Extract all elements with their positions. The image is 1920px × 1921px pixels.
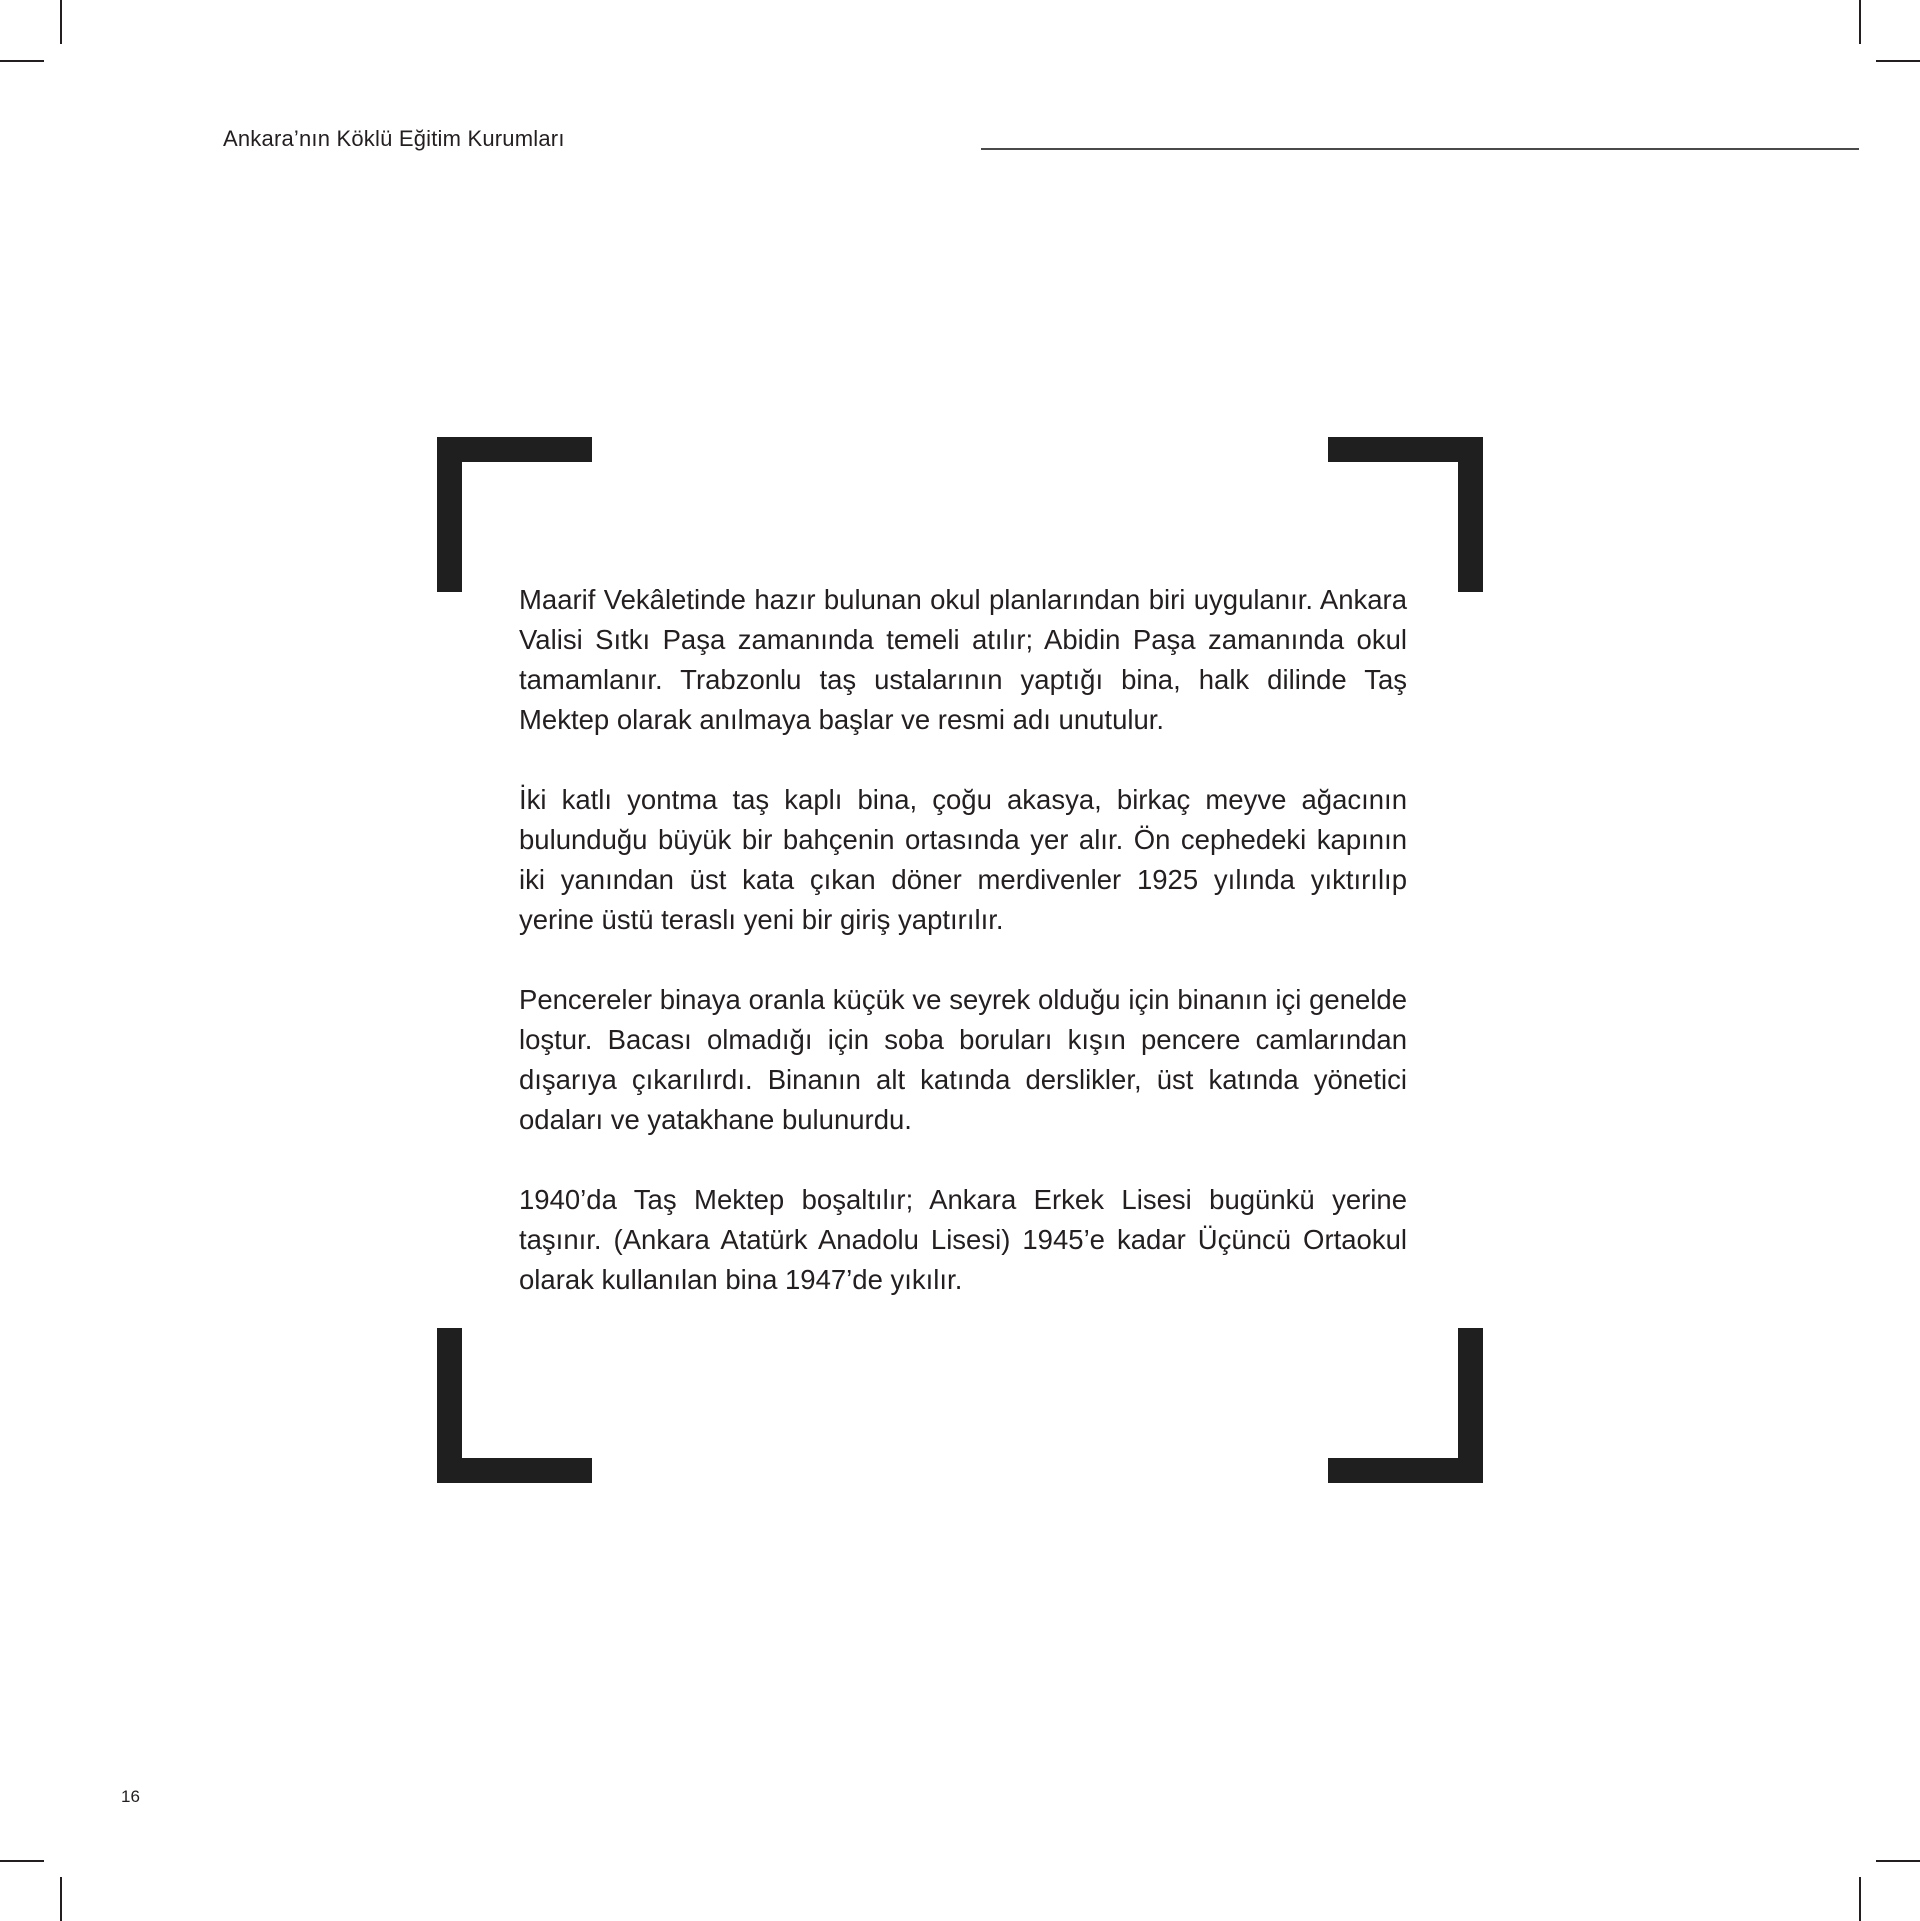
frame-bracket-bottom-right <box>1328 1328 1483 1483</box>
crop-mark-top-right-horizontal <box>1876 60 1920 62</box>
running-header-title: Ankara’nın Köklü Eğitim Kurumları <box>223 126 565 151</box>
body-paragraph-3: Pencereler binaya oranla küçük ve seyrek olduğu için binanın içi genelde loştur. Bacası olmadığı için soba boruları kışın pencere camlarından dışarıya çıkarılırdı. Binanın alt katında derslikler, üst katında yönetici odaları ve yatakhane bulunurdu. <box>519 984 1407 1135</box>
crop-mark-top-left-horizontal <box>0 60 44 62</box>
body-paragraph-4: 1940’da Taş Mektep boşaltılır; Ankara Erkek Lisesi bugünkü yerine taşınır. (Ankara Atatürk Anadolu Lisesi) 1945’e kadar Üçüncü Ortaokul olarak kullanılan bina 1947’de yıkılır. <box>519 1184 1407 1295</box>
body-text-block <box>519 580 1407 1300</box>
crop-mark-bottom-right-horizontal <box>1876 1860 1920 1862</box>
page-number: 16 <box>121 1787 140 1806</box>
crop-mark-bottom-right-vertical <box>1859 1877 1861 1921</box>
body-paragraph-1: Maarif Vekâletinde hazır bulunan okul planlarından biri uygulanır. Ankara Valisi Sıtkı Paşa zamanında temeli atılır; Abidin Paşa zamanında okul tamamlanır. Trabzonlu taş ustalarının yaptığı bina, halk dilinde Taş Mektep olarak anılmaya başlar ve resmi adı unutulur. <box>519 584 1407 735</box>
crop-mark-top-left-vertical <box>60 0 62 44</box>
frame-bracket-top-right <box>1328 437 1483 592</box>
crop-mark-bottom-left-vertical <box>60 1877 62 1921</box>
crop-mark-top-right-vertical <box>1859 0 1861 44</box>
body-paragraph-2: İki katlı yontma taş kaplı bina, çoğu akasya, birkaç meyve ağacının bulunduğu büyük bir bahçenin ortasında yer alır. Ön cephedeki kapının iki yanından üst kata çıkan döner merdivenler 1925 yılında yıktırılıp yerine üstü teraslı yeni bir giriş yaptırılır. <box>519 784 1407 935</box>
frame-bracket-bottom-left <box>437 1328 592 1483</box>
frame-bracket-top-left <box>437 437 592 592</box>
crop-mark-bottom-left-horizontal <box>0 1860 44 1862</box>
header-rule <box>981 148 1859 150</box>
